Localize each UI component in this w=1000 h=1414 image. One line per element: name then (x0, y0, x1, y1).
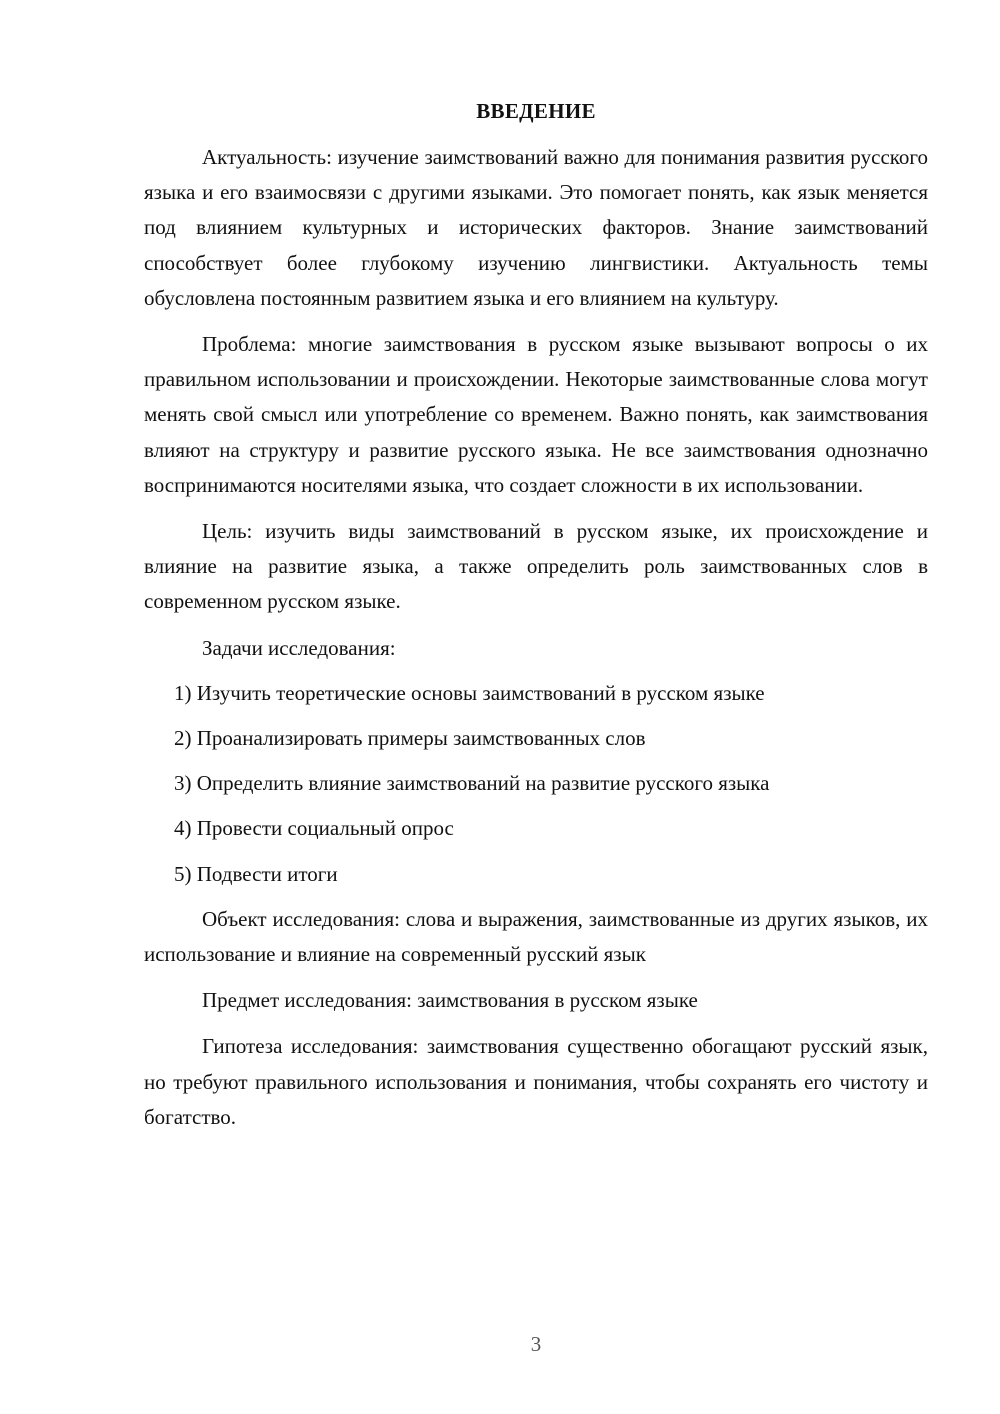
task-item: 1) Изучить теоретические основы заимствований в русском языке (174, 680, 765, 705)
subject-paragraph: Предмет исследования: заимствования в русском языке (202, 988, 698, 1013)
goal-paragraph: Цель: изучить виды заимствований в русском языке, их происхождение и влияние на развитие языка, а также определить роль заимствованных слов в современном русском языке. (144, 519, 928, 614)
page-number: 3 (530, 1332, 542, 1356)
object-paragraph: Объект исследования: слова и выражения, заимствованные из других языков, их использование и влияние на современный русский язык (144, 906, 928, 967)
relevance-paragraph: Актуальность: изучение заимствований важно для понимания развития русского языка и его взаимосвязи с другими языками. Это помогает понять, как язык меняется под влиянием культурных и исторических факторов. Знание заимствований способствует более глубокому изучению лингвистики. Актуальность темы обусловлена постоянным развитием языка и его влиянием на культуру. (144, 145, 928, 310)
task-item: 4) Провести социальный опрос (174, 816, 454, 841)
task-item: 5) Подвести итоги (174, 861, 338, 886)
tasks-heading: Задачи исследования: (202, 635, 396, 660)
section-heading: ВВЕДЕНИЕ (476, 99, 596, 123)
task-item: 3) Определить влияние заимствований на развитие русского языка (174, 771, 770, 796)
hypothesis-paragraph: Гипотеза исследования: заимствования существенно обогащают русский язык, но требуют правильного использования и понимания, чтобы сохранять его чистоту и богатство. (144, 1034, 928, 1129)
task-item: 2) Проанализировать примеры заимствованных слов (174, 726, 646, 751)
page-content (144, 96, 928, 1146)
problem-paragraph: Проблема: многие заимствования в русском языке вызывают вопросы о их правильном использовании и происхождении. Некоторые заимствованные слова могут менять свой смысл или употребление со временем. Важно понять, как заимствования влияют на структуру и развитие русского языка. Не все заимствования однозначно воспринимаются носителями языка, что создает сложности в их использовании. (144, 332, 928, 497)
tasks-list (144, 676, 928, 892)
